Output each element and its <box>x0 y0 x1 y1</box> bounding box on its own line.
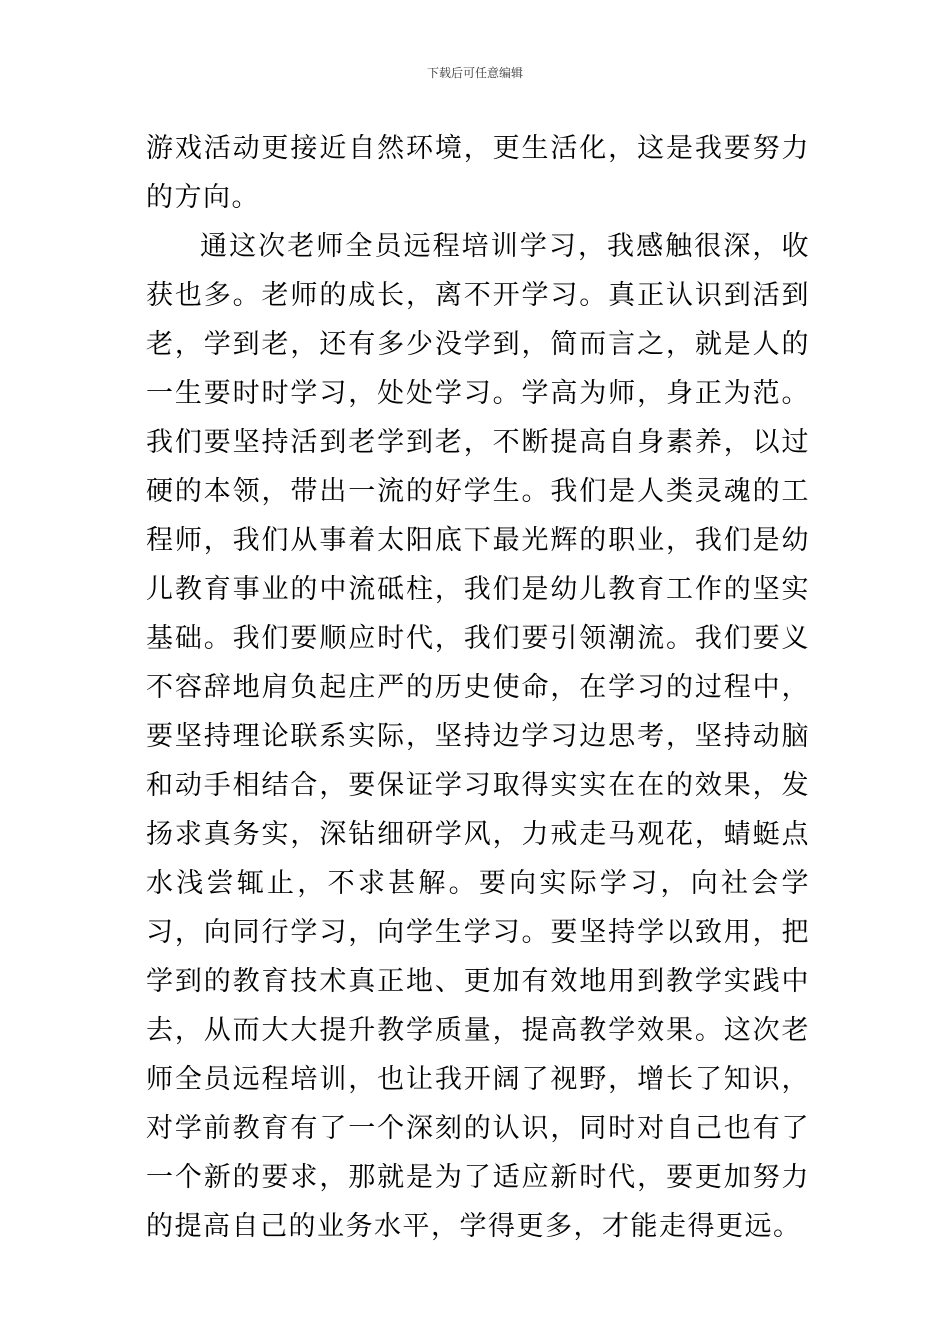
paragraph-main: 通这次老师全员远程培训学习，我感触很深，收获也多。老师的成长，离不开学习。真正认识到活到老，学到老，还有多少没学到，简而言之，就是人的一生要时时学习，处处学习。学高为师，身正为范。我们要坚持活到老学到老，不断提高自身素养，以过硬的本领，带出一流的好学生。我们是人类灵魂的工程师，我们从事着太阳底下最光辉的职业，我们是幼儿教育事业的中流砥柱，我们是幼儿教育工作的坚实基础。我们要顺应时代，我们要引领潮流。我们要义不容辞地肩负起庄严的历史使命，在学习的过程中，要坚持理论联系实际，坚持边学习边思考，坚持动脑和动手相结合，要保证学习取得实实在在的效果，发扬求真务实，深钻细研学风，力戒走马观花，蜻蜓点水浅尝辄止，不求甚解。要向实际学习，向社会学习，向同行学习，向学生学习。要坚持学以致用，把学到的教育技术真正地、更加有效地用到教学实践中去，从而大大提升教学质量，提高教学效果。这次老师全员远程培训，也让我开阔了视野，增长了知识，对学前教育有了一个深刻的认识，同时对自己也有了一个新的要求，那就是为了适应新时代，要更加努力的提高自己的业务水平，学得更多，才能走得更远。 <box>146 231 810 1242</box>
document-body <box>146 124 810 1251</box>
paragraph-continuation: 游戏活动更接近自然环境，更生活化，这是我要努力的方向。 <box>146 133 810 213</box>
page-header: 下载后可任意编辑 <box>426 66 523 80</box>
